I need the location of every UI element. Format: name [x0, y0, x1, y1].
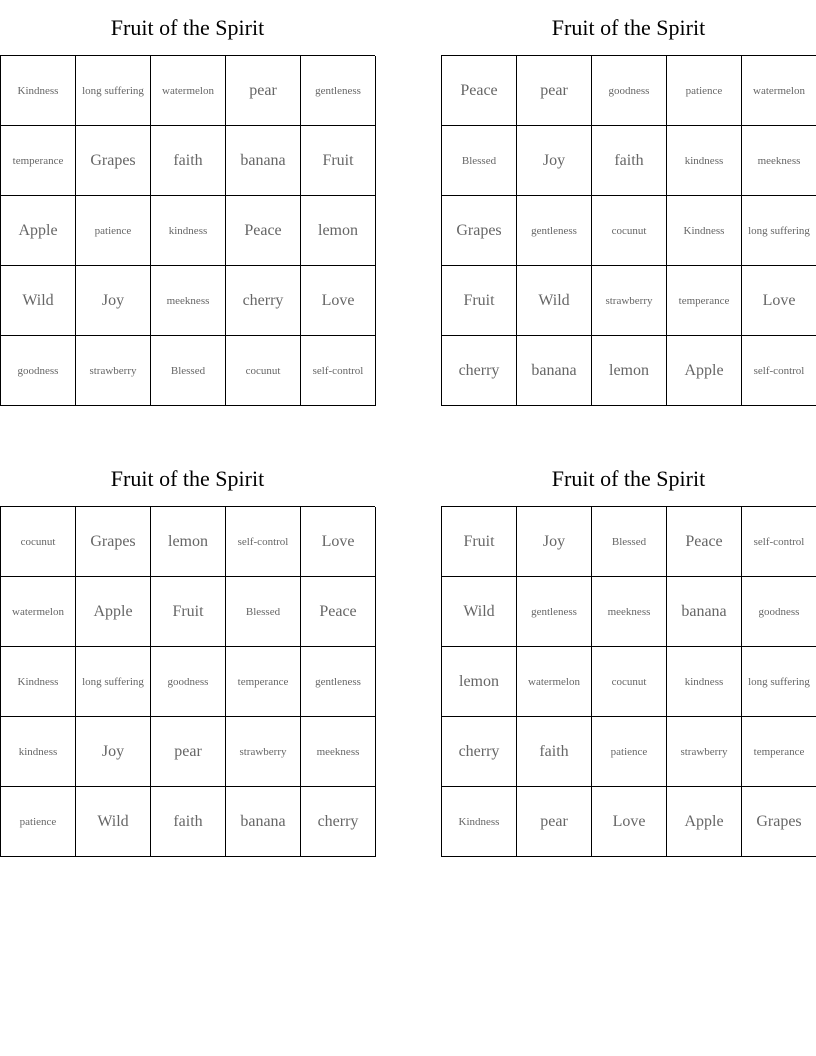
bingo-cell: self-control: [301, 336, 376, 406]
card-title: Fruit of the Spirit: [551, 466, 706, 491]
bingo-cell: temperance: [742, 717, 816, 787]
bingo-cell: Peace: [442, 56, 517, 126]
bingo-cell: Grapes: [76, 507, 151, 577]
bingo-cell: cherry: [226, 266, 301, 336]
card-title: Fruit of the Spirit: [110, 466, 265, 491]
bingo-grid: [441, 506, 816, 857]
bingo-card-1: [0, 0, 375, 406]
bingo-cell: patience: [592, 717, 667, 787]
bingo-cell: Fruit: [151, 577, 226, 647]
bingo-cell: Peace: [667, 507, 742, 577]
bingo-cell: lemon: [151, 507, 226, 577]
bingo-cell: banana: [226, 126, 301, 196]
bingo-cell: Joy: [76, 717, 151, 787]
bingo-cell: Apple: [1, 196, 76, 266]
bingo-cell: pear: [517, 56, 592, 126]
bingo-cell: long suffering: [76, 647, 151, 717]
bingo-cell: Kindness: [667, 196, 742, 266]
bingo-cell: Grapes: [76, 126, 151, 196]
bingo-grid: [0, 55, 375, 406]
bingo-cell: cocunut: [592, 647, 667, 717]
bingo-cell: Wild: [442, 577, 517, 647]
bingo-card-4: [441, 451, 816, 857]
bingo-cell: Fruit: [442, 266, 517, 336]
bingo-cell: pear: [151, 717, 226, 787]
bingo-cell: strawberry: [226, 717, 301, 787]
bingo-cell: Blessed: [592, 507, 667, 577]
bingo-cell: patience: [667, 56, 742, 126]
bingo-grid: [441, 55, 816, 406]
bingo-cell: Love: [301, 507, 376, 577]
bingo-cell: watermelon: [1, 577, 76, 647]
bingo-cell: Joy: [517, 126, 592, 196]
bingo-cell: Joy: [517, 507, 592, 577]
bingo-cell: gentleness: [301, 647, 376, 717]
bingo-cell: Apple: [667, 787, 742, 857]
bingo-cell: Blessed: [151, 336, 226, 406]
bingo-cell: faith: [517, 717, 592, 787]
bingo-cell: Apple: [667, 336, 742, 406]
bingo-cell: watermelon: [151, 56, 226, 126]
bingo-cell: self-control: [226, 507, 301, 577]
bingo-cell: patience: [76, 196, 151, 266]
bingo-cell: Kindness: [442, 787, 517, 857]
bingo-cell: meekness: [592, 577, 667, 647]
bingo-cell: goodness: [1, 336, 76, 406]
bingo-cell: gentleness: [301, 56, 376, 126]
bingo-cell: meekness: [151, 266, 226, 336]
bingo-cell: Fruit: [442, 507, 517, 577]
bingo-cell: strawberry: [592, 266, 667, 336]
bingo-cell: long suffering: [76, 56, 151, 126]
bingo-cell: goodness: [151, 647, 226, 717]
bingo-cell: pear: [517, 787, 592, 857]
bingo-cell: lemon: [442, 647, 517, 717]
card-title: Fruit of the Spirit: [551, 15, 706, 40]
bingo-cell: meekness: [301, 717, 376, 787]
bingo-cell: gentleness: [517, 196, 592, 266]
bingo-cell: goodness: [742, 577, 816, 647]
bingo-cell: faith: [151, 787, 226, 857]
bingo-cell: cocunut: [1, 507, 76, 577]
card-title: Fruit of the Spirit: [110, 15, 265, 40]
bingo-cell: kindness: [667, 647, 742, 717]
bingo-cell: goodness: [592, 56, 667, 126]
bingo-card-2: [441, 0, 816, 406]
bingo-card-3: [0, 451, 375, 857]
bingo-cell: faith: [592, 126, 667, 196]
bingo-cell: Fruit: [301, 126, 376, 196]
bingo-cell: strawberry: [76, 336, 151, 406]
bingo-cell: watermelon: [742, 56, 816, 126]
bingo-cell: pear: [226, 56, 301, 126]
bingo-cell: Peace: [226, 196, 301, 266]
bingo-cell: Joy: [76, 266, 151, 336]
bingo-cell: Peace: [301, 577, 376, 647]
bingo-cell: long suffering: [742, 647, 816, 717]
bingo-cell: lemon: [301, 196, 376, 266]
bingo-cell: temperance: [667, 266, 742, 336]
bingo-grid: [0, 506, 375, 857]
bingo-cell: Grapes: [442, 196, 517, 266]
bingo-cell: Grapes: [742, 787, 816, 857]
bingo-cell: cherry: [442, 336, 517, 406]
bingo-cell: self-control: [742, 507, 816, 577]
bingo-cell: cherry: [301, 787, 376, 857]
bingo-cell: self-control: [742, 336, 816, 406]
bingo-cell: cocunut: [226, 336, 301, 406]
bingo-cell: kindness: [667, 126, 742, 196]
bingo-cell: Blessed: [226, 577, 301, 647]
bingo-cell: lemon: [592, 336, 667, 406]
bingo-cell: watermelon: [517, 647, 592, 717]
bingo-cell: gentleness: [517, 577, 592, 647]
bingo-cell: banana: [667, 577, 742, 647]
bingo-cell: patience: [1, 787, 76, 857]
bingo-cell: banana: [226, 787, 301, 857]
bingo-cell: Kindness: [1, 56, 76, 126]
bingo-cell: cherry: [442, 717, 517, 787]
bingo-cell: Wild: [76, 787, 151, 857]
bingo-cell: Blessed: [442, 126, 517, 196]
bingo-cell: banana: [517, 336, 592, 406]
bingo-cell: temperance: [226, 647, 301, 717]
bingo-cell: Love: [592, 787, 667, 857]
bingo-cell: Wild: [1, 266, 76, 336]
bingo-cell: temperance: [1, 126, 76, 196]
bingo-cell: long suffering: [742, 196, 816, 266]
bingo-cell: cocunut: [592, 196, 667, 266]
bingo-cell: faith: [151, 126, 226, 196]
bingo-cell: Love: [301, 266, 376, 336]
bingo-cell: Kindness: [1, 647, 76, 717]
bingo-cell: Wild: [517, 266, 592, 336]
bingo-cell: kindness: [1, 717, 76, 787]
bingo-cell: Love: [742, 266, 816, 336]
bingo-cell: kindness: [151, 196, 226, 266]
bingo-cell: strawberry: [667, 717, 742, 787]
bingo-cell: Apple: [76, 577, 151, 647]
bingo-cell: meekness: [742, 126, 816, 196]
